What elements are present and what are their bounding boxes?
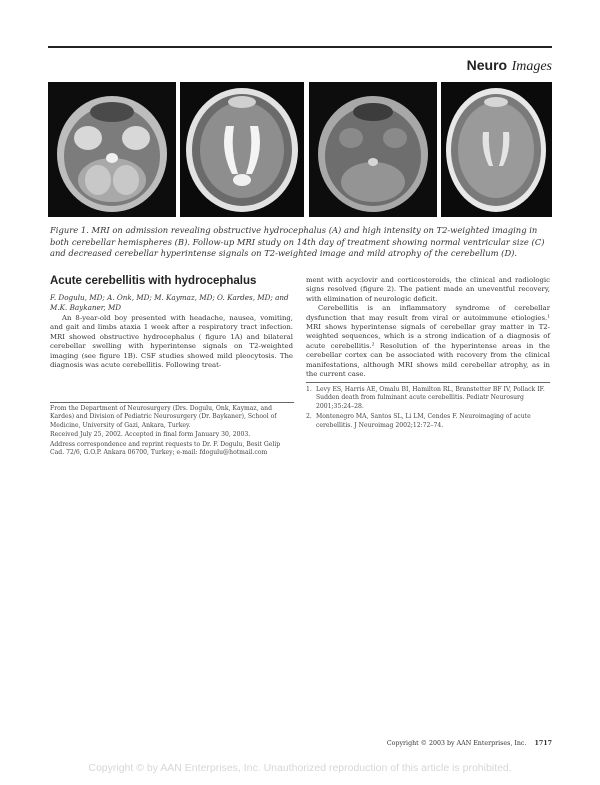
received-text: Received July 25, 2002. Accepted in final form January 30, 2003. [50, 431, 251, 439]
references-list [306, 382, 550, 432]
body-paragraph-2: ment with acyclovir and corticosteroids, the clinical and radiologic signs resolved (figure 2). The patient made an uneventful recovery, with elimination of neurologic deficit. [306, 276, 550, 303]
mri-panel-a [48, 82, 176, 217]
page-number: 1717 [534, 740, 552, 747]
reference-number: 1. [306, 386, 312, 393]
column-left [50, 314, 293, 370]
body-paragraph-1: An 8-year-old boy presented with headache, nausea, vomiting, and gait and limbs ataxia 1 week after a respiratory tract infection. MRI showed obstructive hydrocephalus ( figure 1A) and bilateral cerebellar swelling with hyperintense signals on T2-weighted imaging (see figure 1B). CSF studies showed mild pleocytosis. The diagnosis was acute cerebellitis. Following treat- [50, 314, 293, 370]
watermark-text: Copyright © by AAN Enterprises, Inc. Unauthorized reproduction of this article is prohibited. [88, 762, 512, 774]
section-italic: Images [511, 59, 552, 74]
reference-number: 2. [306, 413, 312, 421]
reference-item [306, 386, 550, 411]
article-title: Acute cerebellitis with hydrocephalus [50, 275, 257, 287]
body-paragraph-3: Cerebellitis is an inflammatory syndrome of cerebellar dysfunction that may result from viral or autoimmune etiologies.¹ MRI shows hyperintense signals of cerebellar gray matter in T2-weighted sequences, which is a strong indication of a diagnosis of acute cerebellitis.² Resolution of the hyperintense areas in the cerebellar cortex can be associated with recovery from the clinical manifestations, although MRI shows mild cerebellar atrophy, as in the current case. [306, 304, 550, 379]
copyright-line [387, 740, 552, 747]
correspondence-text: Address correspondence and reprint requests to Dr. F. Dogulu, Besit Gelip Cad. 72/6, G.O.P. Ankara 06700, Turkey; e-mail: fdogulu@hotmail.com [50, 440, 281, 457]
reference-text: Montenegro MA, Santos SL, Li LM, Cendes F. Neuroimaging of acute cerebellitis. J Neuroimag 2002;12:72–74. [316, 413, 531, 429]
copyright-text: Copyright © 2003 by AAN Enterprises, Inc. [386, 740, 527, 747]
reference-text: Levy ES, Harris AE, Omalu BI, Hamilton RL, Branstetter BF IV, Pollack IF. Sudden death from fulminant acute cerebellitis. Pediatr Neurosurg 2001;35:24–28. [316, 386, 545, 410]
affiliations-footnote [50, 402, 294, 458]
affiliation-text: From the Department of Neurosurgery (Drs. Dogulu, Onk, Kaymaz, and Kardes) and Division of Pediatric Neurosurgery (Dr. Baykaner), School of Medicine, University of Gazi, Ankara, Turkey. [50, 405, 277, 429]
column-right [306, 276, 550, 379]
section-header [467, 57, 552, 75]
top-rule [48, 46, 552, 48]
reference-item [306, 413, 550, 430]
section-bold: Neuro [466, 57, 508, 73]
mri-panel-c [309, 82, 437, 217]
mri-panel-b [180, 82, 304, 217]
article-authors: F. Dogulu, MD; A. Onk, MD; M. Kaymaz, MD; O. Kardes, MD; and M.K. Baykaner, MD [50, 293, 289, 312]
mri-panel-d [441, 82, 552, 217]
figure-caption: Figure 1. MRI on admission revealing obstructive hydrocephalus (A) and high intensity on T2-weighted imaging in both cerebellar hemispheres (B). Follow-up MRI study on 14th day of treatment showing normal ventricular size (C) and decreased cerebellar hyperintense signals on T2-weighted image and mild atrophy of the cerebellum (D). [50, 225, 545, 258]
